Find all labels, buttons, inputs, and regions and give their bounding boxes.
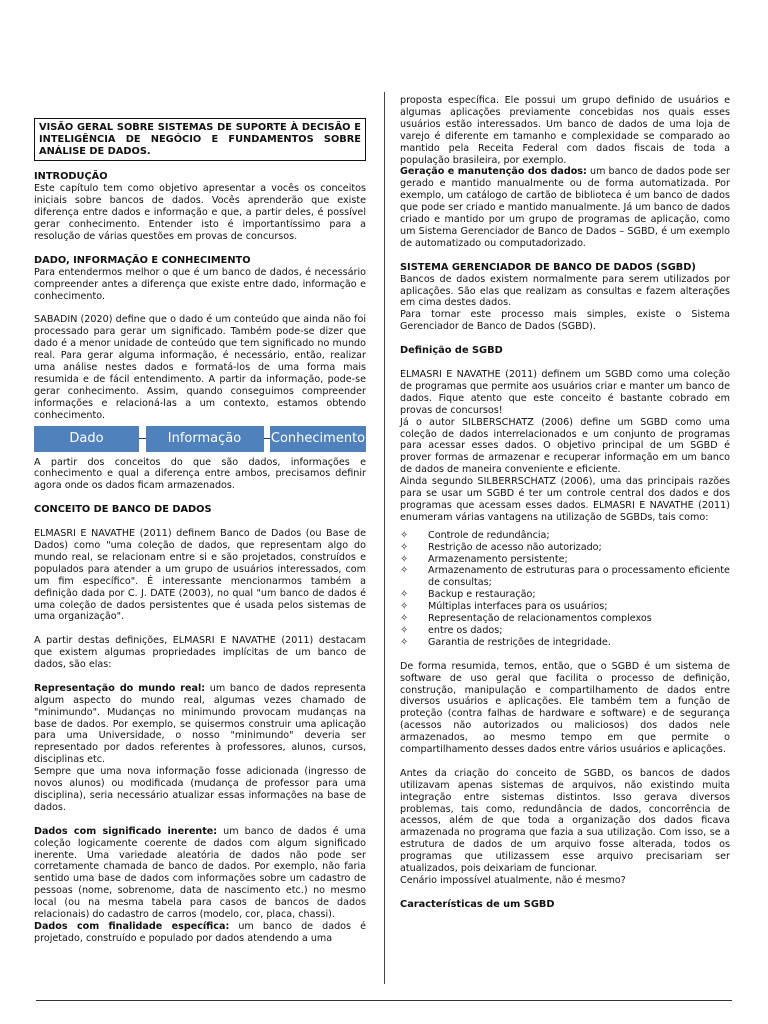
- definicao-paragraph-3: Ainda segundo SILBERRSCHATZ (2006), uma das principais razões para se usar um SGBD é ter um controle central dos dados e dos programas que acessam esses dados. ELMASRI E NAVATHE (2011) enumeram várias vantagens na utilização de SGBDs, tais como:: [400, 476, 730, 523]
- right-column: [400, 95, 730, 911]
- dic-heading: DADO, INFORMAÇÃO E CONHECIMENTO: [34, 254, 251, 266]
- advantage-item: [400, 565, 730, 589]
- diamond-bullet-icon: ✧: [400, 636, 409, 648]
- flow-box-dado: Dado: [34, 426, 139, 452]
- advantages-list: [400, 530, 730, 649]
- diamond-bullet-icon: ✧: [400, 541, 409, 553]
- bd-paragraph: ELMASRI E NAVATHE (2011) definem Banco de Dados (ou Base de Dados) como "uma coleção de dados, que representam algo do mundo real, se relacionam entre si e são projetados, construídos e populados para atender a um grupo de usuários interessados, com um fim específico". É interessante mencionarmos também a definição dada por C. J. DATE (2003), no qual "um banco de dados é uma coleção de dados persistentes que é usada pelos sistemas de uma organização".: [34, 528, 366, 623]
- summary-paragraph: De forma resumida, temos, então, que o SGBD é um sistema de software de uso geral que facilita o processo de definição, construção, manipulação e compartilhamento de dados entre diversos usuários e aplicações. Ele também tem a função de proteção (contra falhas de hardware e software) e de segurança (acessos não autorizados ou maliciosos) dos dados nele armazenados, ao mesmo tempo em que permite o compartilhamento desses dados entre vários usuários e aplicações.: [400, 660, 730, 756]
- left-column: [34, 118, 366, 945]
- diamond-bullet-icon: ✧: [400, 613, 409, 625]
- sgbd-paragraph-1: Bancos de dados existem normalmente para serem utilizados por aplicações. São elas que realizam as consultas e fazem alterações em cima destes dados.: [400, 273, 730, 309]
- advantage-text: Múltiplas interfaces para os usuários;: [428, 601, 608, 613]
- property-geracao-text: um banco de dados pode ser gerado e mantido manualmente ou de forma automatizada. Por exemplo, um catálogo de cartão de biblioteca é um banco de dados que pode ser criado e mantido manualmente. Já um banco de dados criado e mantido por um grupo de programas de aplicação, como um Sistema Gerenciador de Banco de Dados – SGBD, é um exemplo de automatizado ou computadorizado.: [400, 166, 730, 249]
- sgbd-heading: SISTEMA GERENCIADOR DE BANCO DE DADOS (SGBD): [400, 261, 696, 273]
- property-representacao: [34, 683, 366, 766]
- advantage-item: [400, 613, 730, 625]
- chapter-title: VISÃO GERAL SOBRE SISTEMAS DE SUPORTE À DECISÃO E INTELIGÊNCIA DE NEGÓCIO E FUNDAMENTOS SOBRE ANÁLISE DE DADOS.: [39, 122, 361, 157]
- dic-paragraph: Para entendermos melhor o que é um banco de dados, é necessário compreender antes a diferença que existe entre dado, informação e conhecimento.: [34, 266, 366, 302]
- property-significado-title: Dados com significado inerente:: [34, 825, 218, 837]
- advantage-text: Armazenamento persistente;: [428, 553, 568, 565]
- property-representacao-title: Representação do mundo real:: [34, 682, 206, 694]
- dado-informacao-conhecimento-diagram: [34, 426, 366, 452]
- definicao-heading: Definição de SGBD: [400, 345, 503, 357]
- advantage-text: Armazenamento de estruturas para o processamento eficiente de consultas;: [428, 565, 730, 589]
- property-finalidade-text: um banco de dados é projetado, construído e populado por dados atendendo a uma: [34, 920, 366, 944]
- diamond-bullet-icon: ✧: [400, 565, 409, 577]
- column-divider: [384, 92, 385, 984]
- property-geracao-title: Geração e manutenção dos dados:: [400, 166, 587, 178]
- advantage-item: [400, 637, 730, 649]
- property-representacao-cont: Sempre que uma nova informação fosse adicionada (ingresso de novos alunos) ou modificada (mudança de professor para uma disciplina), seria necessário atualizar essas informações na base de dados.: [34, 766, 366, 813]
- advantage-text: Controle de redundância;: [428, 529, 550, 541]
- sgbd-paragraph-2: Para tornar este processo mais simples, existe o Sistema Gerenciador de Banco de Dados (SGBD).: [400, 309, 730, 333]
- caracteristicas-heading: Características de um SGBD: [400, 898, 555, 910]
- intro-paragraph: Este capítulo tem como objetivo apresentar a vocês os conceitos iniciais sobre bancos de dados. Vocês aprenderão que existe diferença entre dados e informação e que, a partir deles, é possível gerar conhecimento. Entender isto é importantíssimo para a resolução de várias questões em provas de concursos.: [34, 183, 366, 243]
- property-finalidade-title: Dados com finalidade específica:: [34, 920, 230, 932]
- advantage-text: Restrição de acesso não autorizado;: [428, 541, 602, 553]
- flow-box-informacao: Informação: [146, 426, 264, 452]
- intro-heading: INTRODUÇÃO: [34, 171, 108, 183]
- advantage-item: [400, 589, 730, 601]
- advantage-text: entre os dados;: [428, 625, 503, 637]
- definicao-paragraph-2: Já o autor SILBERSCHATZ (2006) define um SGBD como uma coleção de dados interrelacionados e um conjunto de programas para acessar esses dados. O objetivo principal de um SGBD é prover formas de armazenar e recuperar informação em um banco de dados de maneira conveniente e eficiente.: [400, 416, 730, 476]
- advantage-text: Garantia de restrições de integridade.: [428, 636, 611, 648]
- advantage-text: Representação de relacionamentos complexos: [428, 613, 652, 625]
- page-bottom-rule: [36, 1000, 732, 1001]
- advantage-item: [400, 542, 730, 554]
- props-paragraph: A partir destas definições, ELMASRI E NAVATHE (2011) destacam que existem algumas propriedades implícitas de um banco de dados, são elas:: [34, 635, 366, 671]
- property-significado: [34, 826, 366, 921]
- flow-box-conhecimento: Conhecimento: [270, 426, 366, 452]
- diamond-bullet-icon: ✧: [400, 601, 409, 613]
- flow-after-paragraph: A partir dos conceitos do que são dados, informações e conhecimento e qual a diferença entre ambos, precisamos definir agora onde os dados ficam armazenados.: [34, 456, 366, 492]
- before-paragraph-2: Cenário impossível atualmente, não é mesmo?: [400, 875, 626, 887]
- bd-heading: CONCEITO DE BANCO DE DADOS: [34, 504, 212, 516]
- diamond-bullet-icon: ✧: [400, 529, 409, 541]
- property-significado-text: um banco de dados é uma coleção logicamente coerente de dados com algum significado inerente. Uma variedade aleatória de dados não pode ser corretamente chamada de banco de dados. Por exemplo, não faria sentido uma base de dados com informações sobre um cadastro de pessoas (nome, sobrenome, data de nascimento etc.) no mesmo local (ou na mesma tabela para casos de bancos de dados relacionais) do cadastro de carros (modelo, cor, placa, chassi).: [34, 825, 366, 921]
- advantage-item: [400, 601, 730, 613]
- diamond-bullet-icon: ✧: [400, 589, 409, 601]
- diamond-bullet-icon: ✧: [400, 625, 409, 637]
- advantage-item: [400, 625, 730, 637]
- before-paragraph: Antes da criação do conceito de SGBD, os bancos de dados utilizavam apenas sistemas de arquivos, não existindo muita integração entre sistemas distintos. Isso gerava diversos problemas, tais como, redundância de dados, concorrência de acessos, além de que toda a organização dos dados ficava armazenada no programa que fazia a sua utilização. Com isso, se a estrutura de dados de um arquivo fosse alterada, todos os programas que utilizassem esse arquivo precisariam ser atualizados, pois deixariam de funcionar.: [400, 767, 730, 875]
- diamond-bullet-icon: ✧: [400, 553, 409, 565]
- finalidade-continuation: proposta específica. Ele possui um grupo definido de usuários e algumas aplicações previamente concebidas nos quais esses usuários estão interessados. Um banco de dados de uma loja de varejo é diferente em tamanho e complexidade se comparado ao mantido pela Receita Federal com dados fiscais de toda a população brasileira, por exemplo.: [400, 95, 730, 166]
- advantage-text: Backup e restauração;: [428, 589, 536, 601]
- property-representacao-text: um banco de dados representa algum aspecto do mundo real, algumas vezes chamado de "minimundo". Mudanças no minimundo provocam mudanças na base de dados. Por exemplo, se quisermos construir uma aplicação para uma Universidade, o nosso "minimundo" deveria ser representado por dados referentes à professores, alunos, cursos, disciplinas etc.: [34, 682, 366, 766]
- sabadin-paragraph: SABADIN (2020) define que o dado é um conteúdo que ainda não foi processado para gerar um significado. Também pode-se dizer que dado é a menor unidade de conteúdo que tem significado no mundo real. Para gerar alguma informação, é necessário, então, realizar uma análise nestes dados e formatá-los de uma forma mais resumida e de fácil entendimento. A partir da informação, pode-se gerar conhecimento. Assim, quando conseguimos compreender informações e relacioná-las a um contexto, estamos obtendo conhecimento.: [34, 314, 366, 421]
- chapter-title-box: [34, 118, 366, 161]
- advantage-item: [400, 530, 730, 542]
- definicao-paragraph-1: ELMASRI E NAVATHE (2011) definem um SGBD como uma coleção de programas que permite aos usuários criar e manter um banco de dados. Fique atento que este conceito é bastante cobrado em provas de concursos!: [400, 368, 730, 416]
- property-geracao: [400, 166, 730, 249]
- property-finalidade: [34, 921, 366, 945]
- advantage-item: [400, 554, 730, 566]
